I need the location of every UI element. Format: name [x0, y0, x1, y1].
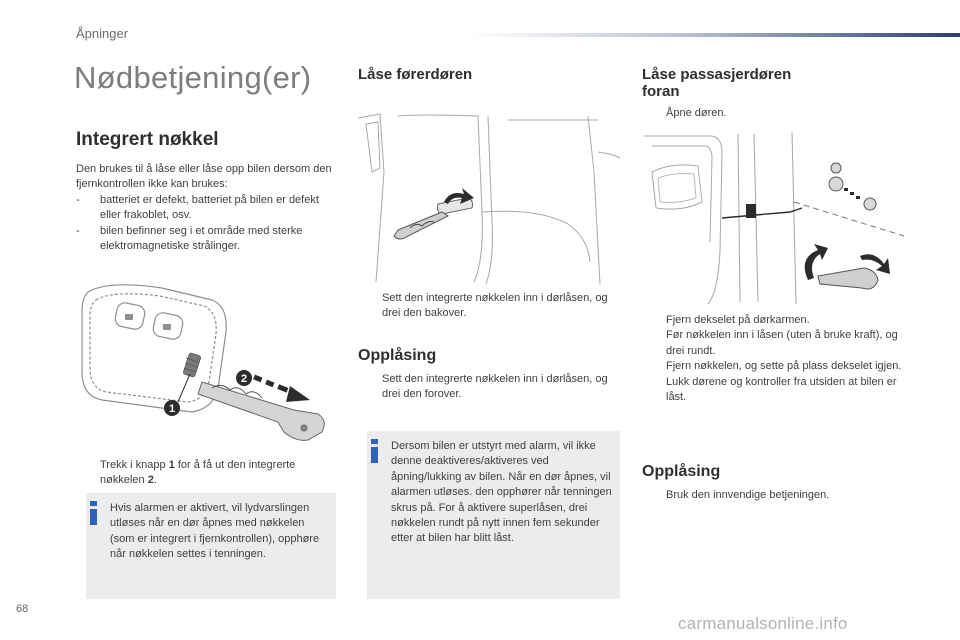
info-icon	[371, 439, 378, 463]
integrated-key	[394, 212, 448, 239]
lock-glyph	[125, 314, 171, 330]
step-item: Bruk den innvendige betjeningen.	[666, 489, 830, 501]
passenger-door-heading	[642, 66, 862, 100]
step-item: Trekk i knapp 1 for å få ut den integrerte nøkkelen 2.	[100, 459, 296, 487]
step-item: Fjern nøkkelen, og sette på plass dekselet igjen.	[666, 360, 902, 373]
integrated-key-step	[76, 458, 338, 489]
step-item: Lukk dørene og kontroller fra utsiden at bilen er låst.	[666, 375, 897, 404]
remove-arrow-icon	[844, 188, 860, 199]
step-item: Før nøkkelen inn i låsen (uten å bruke kraft), og drei rundt.	[666, 329, 898, 357]
driver-door-illustration	[358, 112, 620, 286]
alarm-info-text: Hvis alarmen er aktivert, vil lydvarslingen utløses når en dør åpnes med nøkkelen (som er integrert i fjernkontrollen), opphøre når nøkkelen settes i tenningen.	[110, 502, 320, 561]
step-item: Sett den integrerte nøkkelen inn i dørlåsen, og drei den forover.	[382, 373, 608, 401]
page-number: 68	[16, 603, 29, 615]
driver-door-heading: Låse førerdøren	[358, 66, 473, 83]
condition-item: - batteriet er defekt, batteriet på bilen er defekt eller frakoblet, osv.	[76, 193, 338, 224]
unlocking-step	[358, 372, 620, 403]
section-header-label: Åpninger	[76, 26, 129, 41]
integrated-key-intro	[76, 162, 338, 254]
heading-line: foran	[642, 83, 680, 100]
section-header-bar	[470, 33, 960, 37]
superlock-info-box	[367, 431, 620, 599]
intro-text: Den brukes til å låse eller låse opp bilen dersom den fjernkontrollen ikke kan brukes:	[76, 163, 332, 191]
condition-list	[76, 193, 338, 255]
superlock-info-text: Dersom bilen er utstyrt med alarm, vil ikke denne deaktiveres/aktiveres ved åpning/lukking av bilen. Når en dør åpnes, vil alarmen utløses. den opphører når tenningen skrus på. For å aktivere superlåsen, drei nøkkelen rundt på nytt innen fem sekunder etter at bilen har blitt låst.	[391, 440, 612, 545]
remote-key-illustration	[72, 282, 340, 444]
step-item: Sett den integrerte nøkkelen inn i dørlåsen, og drei den bakover.	[382, 292, 608, 320]
svg-text:1: 1	[168, 403, 176, 415]
unlocking-heading: Opplåsing	[358, 347, 437, 364]
callout-1	[164, 374, 190, 416]
integrated-key	[818, 268, 878, 289]
door-frame-slot	[746, 204, 756, 218]
passenger-door-step-open	[642, 106, 904, 121]
key-release-button	[183, 353, 201, 378]
heading-line: Låse passasjerdøren	[642, 66, 792, 83]
step-item: Åpne døren.	[666, 107, 727, 119]
door-cover	[829, 163, 876, 210]
unlocking-step-2	[642, 488, 904, 503]
alarm-info-box	[86, 493, 336, 599]
page-title: Nødbetjening(er)	[74, 60, 312, 95]
key-number: 2	[147, 474, 154, 487]
condition-item: - bilen befinner seg i et område med sterke elektromagnetiske strålinger.	[76, 224, 338, 255]
remote-inner	[90, 294, 216, 402]
info-icon	[90, 501, 97, 525]
callout-2	[236, 370, 252, 386]
key-blade	[198, 382, 324, 440]
step-item: Fjern dekselet på dørkarmen.	[666, 314, 810, 326]
integrated-key-heading: Integrert nøkkel	[76, 129, 219, 150]
watermark: carmanualsonline.info	[678, 614, 848, 633]
passenger-door-illustration	[642, 132, 904, 304]
unlocking-heading-2: Opplåsing	[642, 463, 721, 480]
driver-door-step	[358, 291, 620, 322]
button-number: 1	[168, 459, 175, 471]
passenger-door-steps	[642, 313, 904, 405]
svg-text:2: 2	[240, 373, 248, 385]
